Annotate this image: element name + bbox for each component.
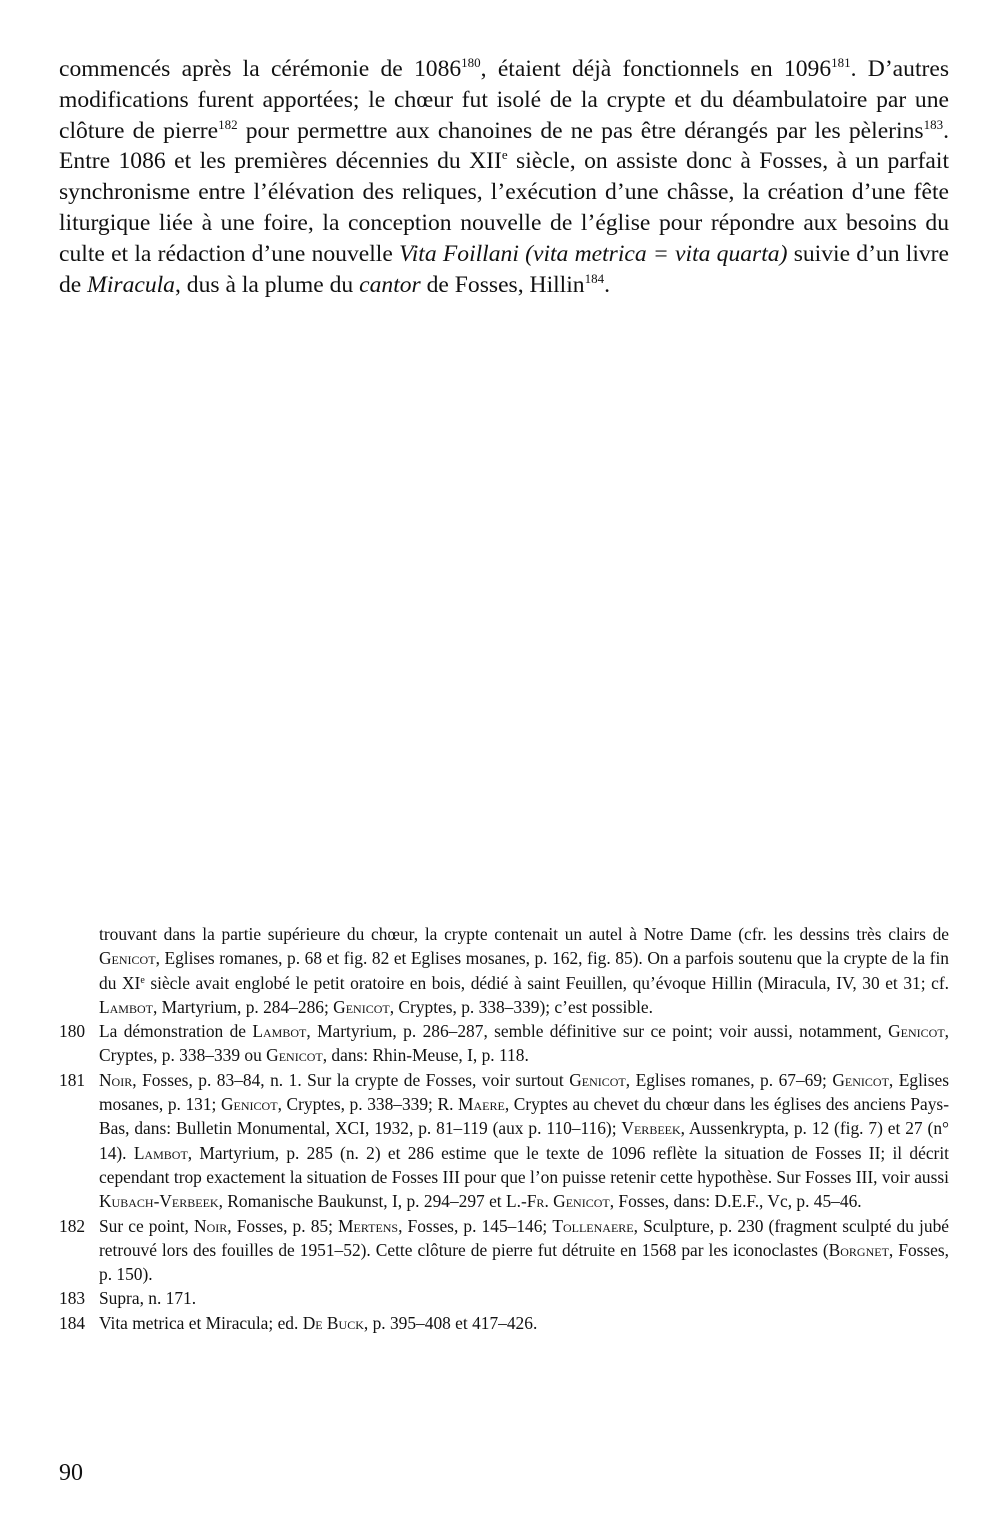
footnote-183 [59, 1286, 949, 1310]
footnote-continuation: trouvant dans la partie supérieure du chœur, la crypte contenait un autel à Notre Dame (cfr. les dessins très clairs de Genicot, Eglises romanes, p. 68 et fig. 82 et Eglises mosanes, p. 162, fig. 85). On a parfois soutenu que la crypte de la fin du XIe siècle avait englobé le petit oratoire en bois, dédié à saint Feuillen, qu’évoque Hillin (Miracula, IV, 30 et 31; cf. Lambot, Martyrium, p. 284–286; Genicot, Cryptes, p. 338–339); c’est possible. [99, 924, 949, 1017]
footnote-text: La démonstration de Lambot, Martyrium, p. 286–287, semble définitive sur ce point; voir aussi, notamment, Genicot, Cryptes, p. 338–339 ou Genicot, dans: Rhin-Meuse, I, p. 118. [99, 1021, 950, 1066]
footnote-number: 184 [59, 1312, 86, 1333]
footnote-182 [59, 1214, 949, 1287]
footnote-text: Supra, n. 171. [99, 1288, 197, 1309]
footnote-ref-184[interactable]: 184 [584, 270, 605, 286]
footnote-number: 180 [59, 1021, 86, 1042]
footnote-ref-182[interactable]: 182 [218, 116, 238, 132]
footnote-ref-183[interactable]: 183 [923, 116, 944, 132]
footnote-number: 183 [59, 1288, 86, 1309]
footnote-181 [59, 1068, 949, 1214]
footnotes [59, 922, 949, 1335]
footnote-184 [59, 1311, 949, 1335]
footnote-number: 181 [59, 1069, 86, 1090]
page-number: 90 [59, 1460, 83, 1486]
footnote-text: Noir, Fosses, p. 83–84, n. 1. Sur la crypte de Fosses, voir surtout Genicot, Eglises romanes, p. 67–69; Genicot, Eglises mosanes, p. 131; Genicot, Cryptes, p. 338–339; R. Maere, Cryptes au chevet du chœur dans les églises des anciens Pays-Bas, dans: Bulletin Monumental, XCI, 1932, p. 81–119 (aux p. 110–116); Verbeek, Aussenkrypta, p. 12 (fig. 7) et 27 (n° 14). Lambot, Martyrium, p. 285 (n. 2) et 286 estime que le texte de 1096 reflète la situation de Fosses II; il décrit cependant trop exactement la situation de Fosses III pour que l’on puisse retenir cette hypothèse. Sur Fosses III, voir aussi Kubach-Verbeek, Romanische Baukunst, I, p. 294–297 et L.-Fr. Genicot, Fosses, dans: D.E.F., Vc, p. 45–46. [99, 1069, 949, 1212]
footnote-number: 182 [59, 1215, 86, 1236]
footnote-ref-181[interactable]: 181 [831, 55, 851, 70]
footnote-text: Sur ce point, Noir, Fosses, p. 85; Mertens, Fosses, p. 145–146; Tollenaere, Sculpture, p. 230 (fragment sculpté du jubé retrouvé lors des fouilles de 1951–52). Cette clôture de pierre fut détruite en 1568 par les iconoclastes (Borgnet, Fosses, p. 150). [99, 1215, 950, 1285]
main-paragraph: commencés après la cérémonie de 1086$^{180}$, étaient déjà fonctionnels en 1096$^{181}$. D’autres modifications furent apportées; le chœur fut isolé de la crypte et du déambulatoire par une clôture de pierre$^{182}$ pour permettre aux chanoines de ne pas être dérangés par les pèlerins$^{183}$. Entre 1086 et les premières décennies du XIIe siècle, on assiste donc à Fosses, à un parfait synchronisme entre l’élévation des reliques, l’exécution d’une châsse, la création d’une fête liturgique liée à une foire, la conception nouvelle de l’église pour répondre aux besoins du culte et la rédaction d’une nouvelle Vita Foillani (vita metrica = vita quarta) suivie d’un livre de Miracula, dus à la plume du cantor de Fosses, Hillin$^{184}$. [59, 55, 950, 298]
footnote-180 [59, 1019, 949, 1068]
footnote-text: Vita metrica et Miracula; ed. De Buck, p. 395–408 et 417–426. [99, 1312, 538, 1333]
footnote-ref-180[interactable]: 180 [461, 55, 481, 70]
